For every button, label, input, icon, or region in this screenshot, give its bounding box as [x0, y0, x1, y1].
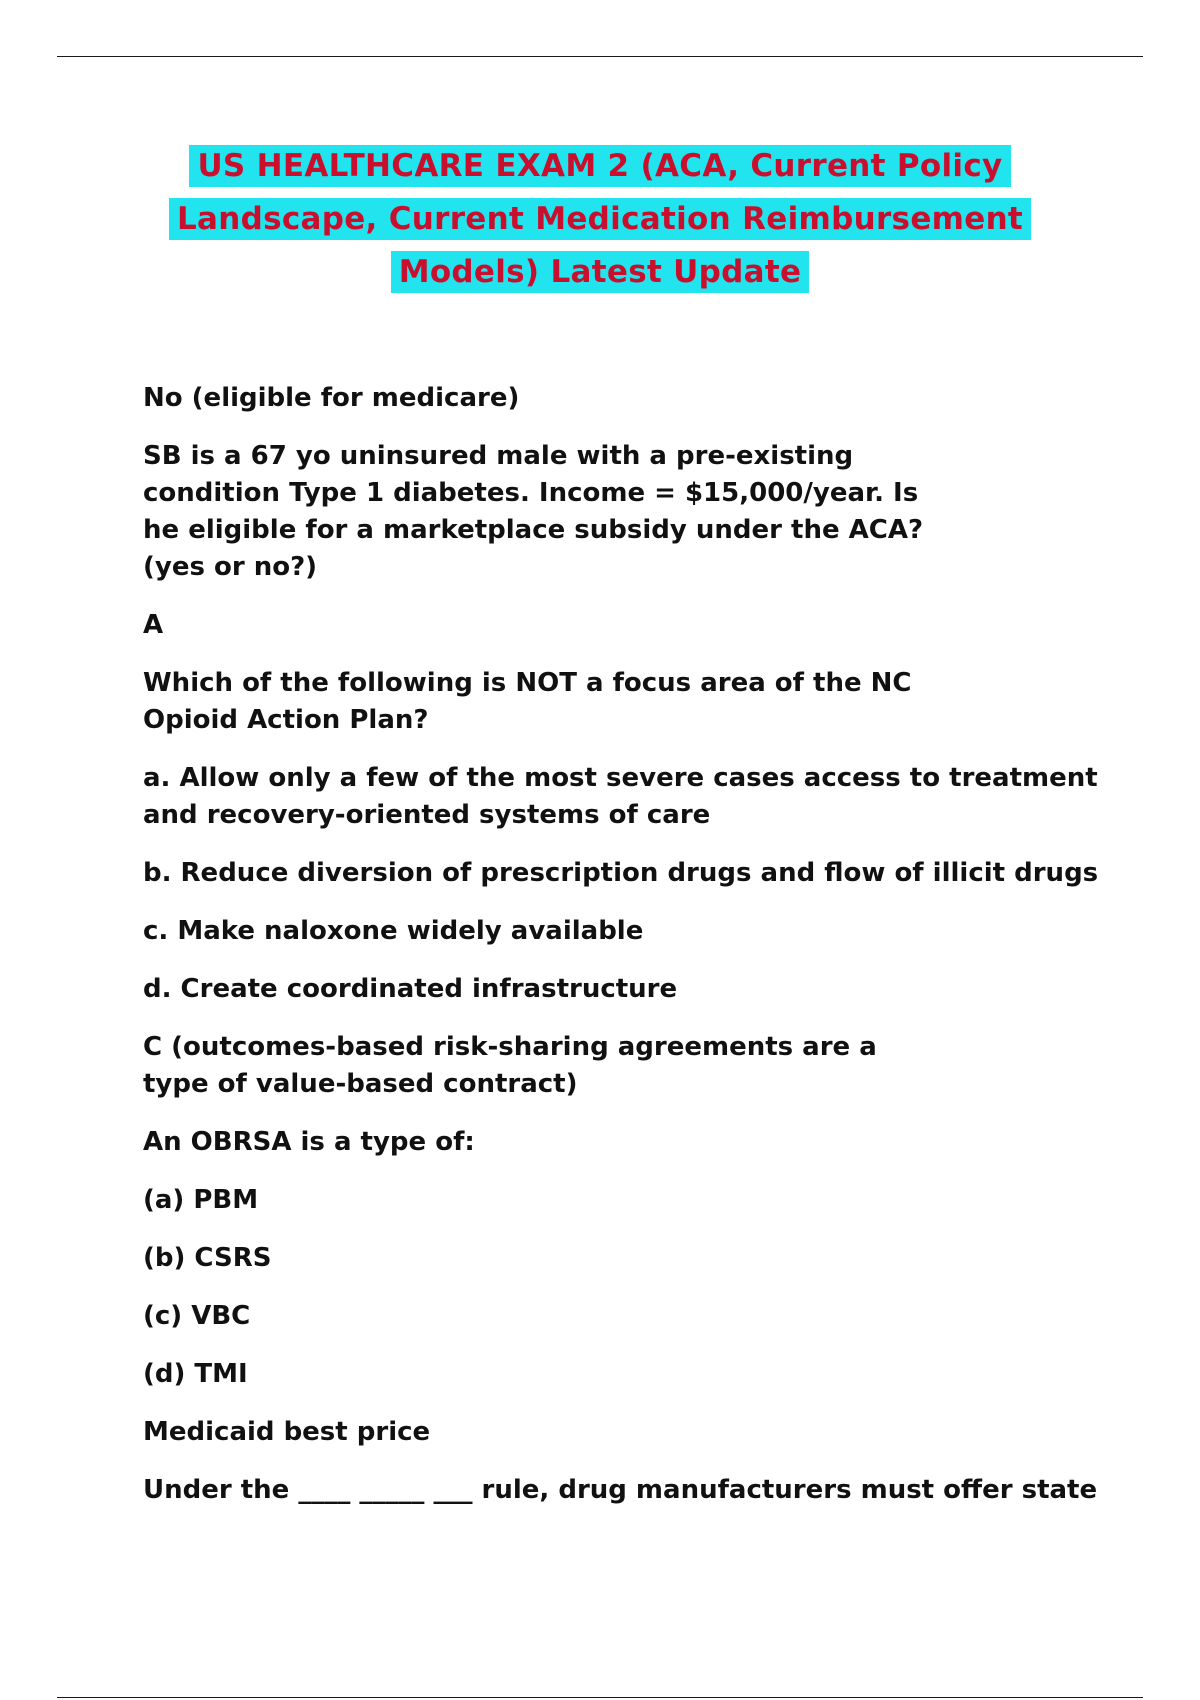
top-divider: [57, 56, 1143, 57]
question-obrsa: An OBRSA is a type of:: [143, 1127, 475, 1157]
document-body: [143, 380, 1103, 1530]
question-aca-subsidy: SB is a 67 yo uninsured male with a pre-existing condition Type 1 diabetes. Income = $15,000/year. Is he eligible for a marketplace subsidy under the ACA? (yes or no?): [143, 441, 924, 582]
title-line-1-text: US HEALTHCARE EXAM 2 (ACA, Current Policy: [189, 145, 1010, 187]
bottom-divider: [57, 1697, 1143, 1698]
answer-c-obrsa: C (outcomes-based risk-sharing agreements are a type of value-based contract): [143, 1032, 877, 1099]
title-line-2-text: Landscape, Current Medication Reimbursement: [169, 198, 1031, 240]
answer-medicaid-best-price: Medicaid best price: [143, 1417, 431, 1447]
title-line-2: [0, 193, 1200, 246]
option-pbm: (a) PBM: [143, 1185, 259, 1215]
option-tmi: (d) TMI: [143, 1359, 248, 1389]
title-line-3: [0, 246, 1200, 299]
answer-medicare: No (eligible for medicare): [143, 383, 520, 413]
option-b-diversion: b. Reduce diversion of prescription drugs and flow of illicit drugs: [143, 858, 1099, 888]
option-csrs: (b) CSRS: [143, 1243, 272, 1273]
option-vbc: (c) VBC: [143, 1301, 251, 1331]
document-title: [0, 140, 1200, 299]
option-c-naloxone: c. Make naloxone widely available: [143, 916, 644, 946]
title-line-1: [0, 140, 1200, 193]
question-best-price-rule: Under the ____ _____ ___ rule, drug manufacturers must offer state: [143, 1475, 1098, 1505]
answer-a: A: [143, 610, 164, 640]
option-d-infrastructure: d. Create coordinated infrastructure: [143, 974, 678, 1004]
title-line-3-text: Models) Latest Update: [391, 251, 810, 293]
question-opioid-plan: Which of the following is NOT a focus area of the NC Opioid Action Plan?: [143, 668, 912, 735]
option-a-treatment: a. Allow only a few of the most severe cases access to treatment and recovery-oriented systems of care: [143, 763, 1098, 830]
